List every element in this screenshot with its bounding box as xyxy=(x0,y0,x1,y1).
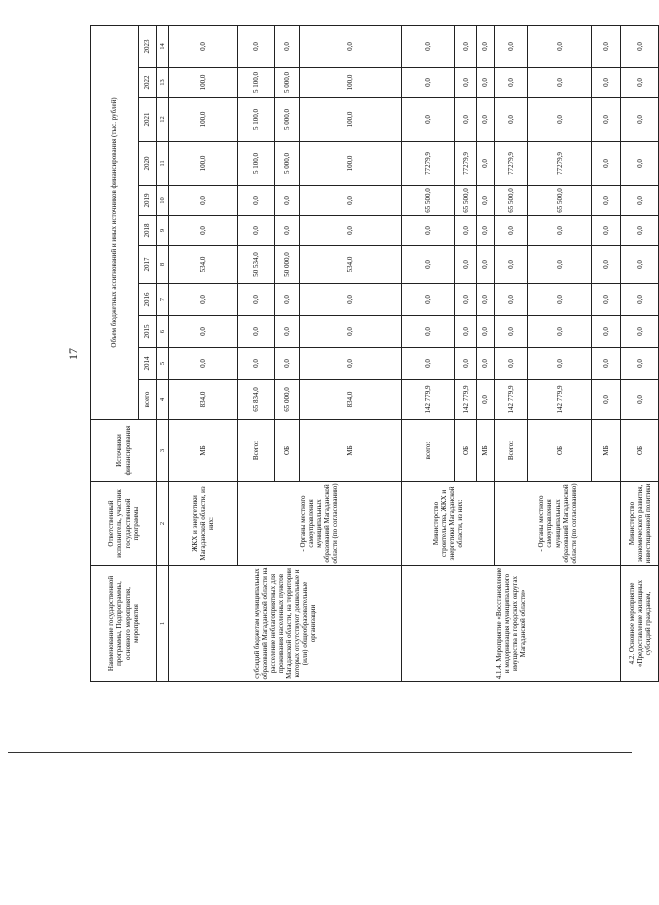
funding-value: 65 500,0 xyxy=(454,186,476,216)
funding-value: 100,0 xyxy=(169,68,238,98)
funding-value: 0,0 xyxy=(401,246,454,284)
table-row xyxy=(621,25,659,681)
funding-value: 5 000,0 xyxy=(275,98,299,142)
funding-value: 77279,9 xyxy=(454,142,476,186)
funding-value: 0,0 xyxy=(275,348,299,380)
funding-value: 0,0 xyxy=(477,284,495,316)
column-number: 3 xyxy=(157,420,169,482)
funding-value: 0,0 xyxy=(454,98,476,142)
funding-source: ОБ xyxy=(275,420,299,482)
funding-value: 0,0 xyxy=(237,316,275,348)
funding-value: 0,0 xyxy=(621,380,659,420)
header-year: 2019 xyxy=(139,186,157,216)
column-number: 9 xyxy=(157,216,169,246)
funding-value: 0,0 xyxy=(275,186,299,216)
funding-value: 0,0 xyxy=(299,216,401,246)
funding-value: 0,0 xyxy=(494,68,527,98)
funding-value: 0,0 xyxy=(621,142,659,186)
funding-value: 0,0 xyxy=(237,348,275,380)
page-number: 17 xyxy=(66,348,80,360)
funding-value: 0,0 xyxy=(169,284,238,316)
funding-value: 0,0 xyxy=(528,348,592,380)
funding-value: 100,0 xyxy=(169,98,238,142)
funding-value: 834,0 xyxy=(299,380,401,420)
funding-value: 0,0 xyxy=(494,284,527,316)
funding-source: Всего: xyxy=(237,420,275,482)
funding-value: 0,0 xyxy=(494,246,527,284)
column-number: 10 xyxy=(157,186,169,216)
funding-value: 534,0 xyxy=(299,246,401,284)
funding-value: 142 779,9 xyxy=(494,380,527,420)
funding-value: 0,0 xyxy=(621,348,659,380)
funding-value: 0,0 xyxy=(299,284,401,316)
funding-source: всего: xyxy=(401,420,454,482)
funding-value: 0,0 xyxy=(169,25,238,67)
funding-value: 0,0 xyxy=(477,98,495,142)
horizontal-rule xyxy=(8,752,632,753)
funding-value: 0,0 xyxy=(454,68,476,98)
funding-value: 142 779,9 xyxy=(401,380,454,420)
table-row xyxy=(401,25,454,681)
funding-value: 834,0 xyxy=(169,380,238,420)
funding-value: 0,0 xyxy=(401,98,454,142)
funding-value: 0,0 xyxy=(592,98,621,142)
funding-value: 0,0 xyxy=(169,186,238,216)
funding-value: 0,0 xyxy=(237,284,275,316)
funding-value: 0,0 xyxy=(592,246,621,284)
column-number: 2 xyxy=(157,482,169,566)
funding-source: МБ xyxy=(477,420,495,482)
funding-value: 65 000,0 xyxy=(275,380,299,420)
column-number: 12 xyxy=(157,98,169,142)
funding-value: 0,0 xyxy=(275,316,299,348)
rotated-page xyxy=(62,26,659,682)
header-year: 2023 xyxy=(139,25,157,67)
funding-value: 5 000,0 xyxy=(275,68,299,98)
funding-value: 0,0 xyxy=(454,25,476,67)
funding-value: 0,0 xyxy=(477,186,495,216)
funding-value: 0,0 xyxy=(528,216,592,246)
funding-value: 100,0 xyxy=(299,142,401,186)
funding-source: ОБ xyxy=(454,420,476,482)
funding-value: 0,0 xyxy=(621,25,659,67)
funding-value: 0,0 xyxy=(494,98,527,142)
funding-value: 0,0 xyxy=(299,316,401,348)
funding-value: 0,0 xyxy=(592,284,621,316)
header-year: 2020 xyxy=(139,142,157,186)
funding-value: 50 534,0 xyxy=(237,246,275,284)
funding-value: 0,0 xyxy=(477,316,495,348)
funding-value: 0,0 xyxy=(237,25,275,67)
budget-table xyxy=(90,25,659,682)
funding-value: 0,0 xyxy=(477,380,495,420)
funding-source: МБ xyxy=(299,420,401,482)
funding-value: 0,0 xyxy=(299,25,401,67)
funding-value: 50 000,0 xyxy=(275,246,299,284)
funding-source: Всего: xyxy=(494,420,527,482)
funding-value: 0,0 xyxy=(169,316,238,348)
header-year: 2014 xyxy=(139,348,157,380)
funding-value: 0,0 xyxy=(621,216,659,246)
funding-value: 0,0 xyxy=(477,246,495,284)
funding-value: 0,0 xyxy=(401,216,454,246)
column-number: 4 xyxy=(157,380,169,420)
funding-source: ОБ xyxy=(621,420,659,482)
funding-value: 0,0 xyxy=(621,68,659,98)
header-year: 2021 xyxy=(139,98,157,142)
funding-value: 0,0 xyxy=(528,98,592,142)
funding-value: 65 500,0 xyxy=(401,186,454,216)
column-number: 7 xyxy=(157,284,169,316)
funding-value: 100,0 xyxy=(169,142,238,186)
funding-value: 5 100,0 xyxy=(237,98,275,142)
funding-value: 0,0 xyxy=(592,216,621,246)
header-executor: Ответственный исполнитель, участник государственной программы xyxy=(91,482,157,566)
header-year: 2022 xyxy=(139,68,157,98)
funding-value: 0,0 xyxy=(621,284,659,316)
responsible-executor: ЖКХ и энергетики Магаданской области, из них: xyxy=(169,482,238,566)
program-item-name: субсидий бюджетам муниципальных образований Магаданской области на расселение неблагоприятных для проживания населенных пунктов Магаданской области, на территории которых отсутствуют дошкольные и (или) общеобразовательные организации xyxy=(169,566,402,682)
funding-value: 5 100,0 xyxy=(237,68,275,98)
funding-value: 142 779,9 xyxy=(528,380,592,420)
funding-value: 0,0 xyxy=(275,216,299,246)
column-number: 1 xyxy=(157,566,169,682)
funding-value: 0,0 xyxy=(477,216,495,246)
header-total: всего xyxy=(139,380,157,420)
funding-value: 0,0 xyxy=(477,25,495,67)
funding-value: 0,0 xyxy=(299,186,401,216)
funding-value: 0,0 xyxy=(237,186,275,216)
column-number: 14 xyxy=(157,25,169,67)
header-year: 2018 xyxy=(139,216,157,246)
funding-value: 0,0 xyxy=(299,348,401,380)
funding-source: ОБ xyxy=(528,420,592,482)
funding-value: 0,0 xyxy=(621,316,659,348)
funding-value: 65 500,0 xyxy=(494,186,527,216)
funding-value: 0,0 xyxy=(592,68,621,98)
header-funding: Объем бюджетных ассигнований и иных источников финансирования (тыс. рублей) xyxy=(91,25,139,419)
responsible-executor: - Органы местного самоуправления муниципальных образований Магаданской области (по согласованию) xyxy=(237,482,401,566)
funding-value: 100,0 xyxy=(299,68,401,98)
header-year: 2016 xyxy=(139,284,157,316)
table-row xyxy=(169,25,238,681)
funding-value: 0,0 xyxy=(275,284,299,316)
funding-value: 100,0 xyxy=(299,98,401,142)
funding-value: 0,0 xyxy=(528,25,592,67)
funding-value: 5 100,0 xyxy=(237,142,275,186)
funding-value: 77279,9 xyxy=(401,142,454,186)
funding-value: 0,0 xyxy=(592,186,621,216)
funding-value: 0,0 xyxy=(477,68,495,98)
header-year: 2015 xyxy=(139,316,157,348)
funding-value: 534,0 xyxy=(169,246,238,284)
column-number: 5 xyxy=(157,348,169,380)
funding-value: 0,0 xyxy=(592,316,621,348)
responsible-executor: Министерство экономического развития, инвестиционной политики xyxy=(621,482,659,566)
funding-value: 65 834,0 xyxy=(237,380,275,420)
header-year: 2017 xyxy=(139,246,157,284)
funding-source: МБ xyxy=(169,420,238,482)
funding-value: 0,0 xyxy=(454,246,476,284)
program-item-name: 4.2. Основное мероприятие «Предоставление жилищных субсидий гражданам, xyxy=(621,566,659,682)
funding-value: 0,0 xyxy=(454,316,476,348)
responsible-executor: Министерство строительства, ЖКХ и энергетики Магаданской области, из них: xyxy=(401,482,494,566)
funding-value: 0,0 xyxy=(169,216,238,246)
funding-value: 0,0 xyxy=(528,316,592,348)
column-number: 6 xyxy=(157,316,169,348)
funding-value: 0,0 xyxy=(494,348,527,380)
program-item-name: 4.1.4. Мероприятие «Восстановление и модернизация муниципального имущества в городских округах Магаданской области» xyxy=(401,566,620,682)
funding-source: МБ xyxy=(592,420,621,482)
column-number: 13 xyxy=(157,68,169,98)
funding-value: 0,0 xyxy=(454,284,476,316)
funding-value: 0,0 xyxy=(592,380,621,420)
funding-value: 0,0 xyxy=(401,68,454,98)
funding-value: 0,0 xyxy=(494,25,527,67)
funding-value: 5 000,0 xyxy=(275,142,299,186)
header-name: Наименование государственной программы, Подпрограммы, основного мероприятия, мероприятия xyxy=(91,566,157,682)
funding-value: 0,0 xyxy=(169,348,238,380)
header-source: Источники финансирования xyxy=(91,420,157,482)
funding-value: 77279,9 xyxy=(494,142,527,186)
funding-value: 65 500,0 xyxy=(528,186,592,216)
funding-value: 0,0 xyxy=(454,216,476,246)
funding-value: 0,0 xyxy=(401,316,454,348)
funding-value: 0,0 xyxy=(494,216,527,246)
responsible-executor: - Органы местного самоуправления муниципальных образований Магаданской области (по согласованию) xyxy=(494,482,620,566)
column-number: 11 xyxy=(157,142,169,186)
funding-value: 0,0 xyxy=(528,284,592,316)
funding-value: 0,0 xyxy=(592,348,621,380)
funding-value: 0,0 xyxy=(477,348,495,380)
funding-value: 0,0 xyxy=(621,246,659,284)
funding-value: 77279,9 xyxy=(528,142,592,186)
funding-value: 0,0 xyxy=(275,25,299,67)
funding-value: 0,0 xyxy=(592,142,621,186)
funding-value: 0,0 xyxy=(528,68,592,98)
funding-value: 0,0 xyxy=(401,284,454,316)
funding-value: 0,0 xyxy=(477,142,495,186)
funding-value: 0,0 xyxy=(454,348,476,380)
funding-value: 0,0 xyxy=(621,98,659,142)
column-number: 8 xyxy=(157,246,169,284)
funding-value: 0,0 xyxy=(592,25,621,67)
funding-value: 0,0 xyxy=(237,216,275,246)
funding-value: 142 779,9 xyxy=(454,380,476,420)
funding-value: 0,0 xyxy=(528,246,592,284)
funding-value: 0,0 xyxy=(494,316,527,348)
funding-value: 0,0 xyxy=(621,186,659,216)
funding-value: 0,0 xyxy=(401,25,454,67)
funding-value: 0,0 xyxy=(401,348,454,380)
